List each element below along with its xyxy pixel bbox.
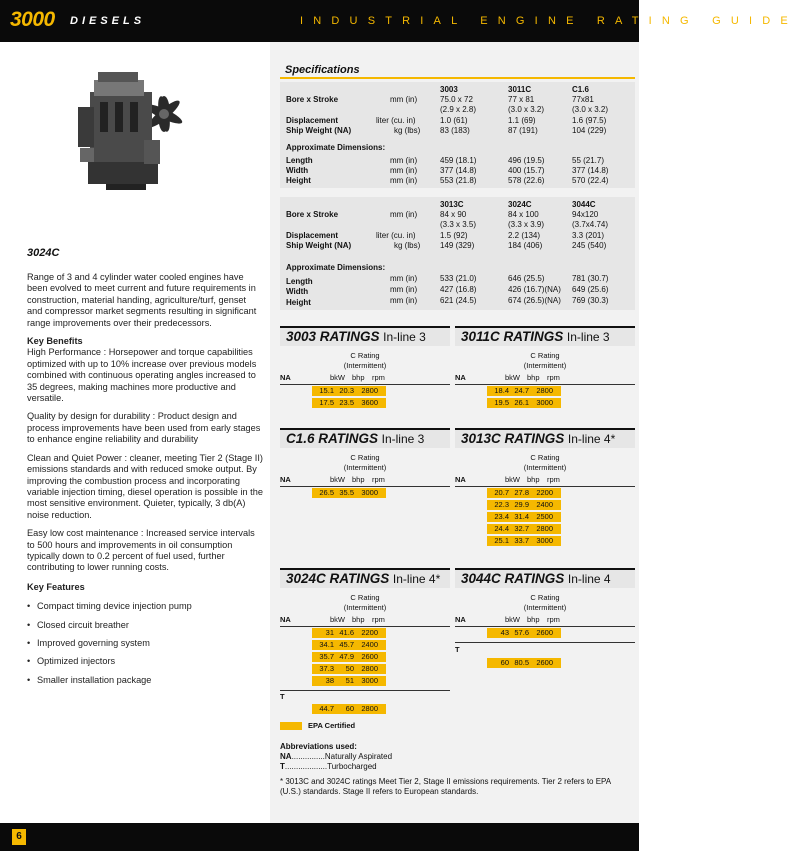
ratings-divider [280,690,450,691]
spec-value: (3.0 x 3.2) [572,105,609,114]
spec-value: (3.3 x 3.9) [508,220,545,229]
spec-value: 3.3 (201) [572,231,605,240]
specifications-title: Specifications [285,64,360,76]
spec-value: 77 x 81 [508,95,535,104]
ratings-3044c-header [455,568,635,588]
ratings-title: 3044C RATINGS [461,571,565,586]
ratings-title: C1.6 RATINGS [286,431,379,446]
spec-unit: kg (lbs) [394,126,421,135]
col-rpm: rpm [372,373,385,382]
col-bhp: bhp [352,475,365,484]
intermittent-label: (Intermittent) [343,602,387,612]
model-title: 3024C [27,247,60,259]
rating-row: 31 41.6 2200 [312,628,386,638]
col-bhp: bhp [527,475,540,484]
c-rating-label: C Rating [530,453,560,462]
page-number: 6 [12,829,26,845]
na-label: NA [280,475,291,484]
ratings-divider [280,486,450,487]
spec-value: 578 (22.6) [508,176,545,185]
rating-row: 15.1 20.3 2800 [312,386,386,396]
spec-value: 781 (30.7) [572,274,609,283]
spec-value: 77x81 [572,95,594,104]
t-label: T [455,645,460,654]
ratings-subtitle: In-line 4* [567,432,616,446]
spec-value: 649 (25.6) [572,285,609,294]
spec-label: Ship Weight (NA) [286,126,352,135]
ratings-divider [455,486,635,487]
col-bkw: bkW [505,373,520,382]
spec-value: 1.6 (97.5) [572,116,607,125]
spec-value: 553 (21.8) [440,176,477,185]
feature-item: • Closed circuit breather [27,620,263,631]
col-bhp: bhp [527,615,540,624]
ratings-3024c-header [280,568,450,588]
spec-value: 769 (30.3) [572,296,609,305]
benefit-item: Easy low cost maintenance : Increased service intervals to 500 hours and improvements in oil consumption typically down to 0.2 percent of fuel used, further contributing to lower running costs. [27,528,255,573]
left-column [0,42,268,830]
footnote: * 3013C and 3024C ratings Meet Tier 2, Stage II emissions requirements. Tier 2 refers to EPA (U.S.) standards. Stage II refers to European standards. [280,777,611,796]
spec-value: 1.5 (92) [440,231,468,240]
spec-value: 1.0 (61) [440,116,468,125]
spec-value: 55 (21.7) [572,156,605,165]
spec-model: 3024C [508,200,532,209]
spec-table-2 [280,197,635,310]
footer-bar [0,823,639,851]
spec-value: 377 (14.8) [572,166,609,175]
spec-label: Width [286,287,309,296]
intro-paragraph: Range of 3 and 4 cylinder water cooled engines have been evolved to meet current and future requirements in construction, material handing, agriculture/turf, genset and compressor market segments resulting in significant range improvements over their predecessors. [27,272,257,328]
ratings-title: 3003 RATINGS [286,329,380,344]
intermittent-label: (Intermittent) [343,360,387,370]
ratings-subtitle: In-line 4* [392,572,441,586]
spec-value: (3.0 x 3.2) [508,105,545,114]
header-guide-title: INDUSTRIAL ENGINE RATING GUIDE [300,15,798,27]
key-features-title: Key Features [27,581,85,592]
feature-item: • Improved governing system [27,638,263,649]
benefit-item: Clean and Quiet Power : cleaner, meeting Tier 2 (Stage II) emissions standards and with reduced smoke output. By improving the combustion process and incorporating variable injection timing, diesel operation is possible in the most sensitive environment. Quieter, typically, 3 db(A) noise reduction. [27,452,263,520]
spec-value: 459 (18.1) [440,156,477,165]
spec-value: 87 (191) [508,126,538,135]
benefit-item: High Performance : Horsepower and torque capabilities optimized with up to 10% increase over previous models combined with continuous operating angles increased to 35 degrees, making machines more productive and versatile. [27,347,257,404]
spec-unit: mm (in) [390,176,418,185]
ratings-subtitle: In-line 3 [566,330,610,344]
spec-value: 149 (329) [440,241,475,250]
benefit-item: Quality by design for durability : Product design and process improvements have been used from early stages to enhance engine reliability and durability [27,411,261,445]
spec-value: 2.2 (134) [508,231,541,240]
col-bkw: bkW [330,475,345,484]
na-label: NA [280,373,291,382]
spec-value: 84 x 100 [508,210,539,219]
c-rating-label: C Rating [350,593,380,602]
rating-row: 34.1 45.7 2400 [312,640,386,650]
ratings-subtitle: In-line 3 [383,330,426,344]
spec-value: 621 (24.5) [440,296,477,305]
spec-table-1 [280,82,635,188]
spec-label: Displacement [286,116,339,125]
spec-model: C1.6 [572,85,589,94]
spec-value: (3.7x4.74) [572,220,609,229]
spec-divider [280,77,635,79]
c-rating-label: C Rating [530,351,560,360]
spec-label: Bore x Stroke [286,95,339,104]
rating-row: 24.4 32.7 2800 [487,524,561,534]
spec-label: Bore x Stroke [286,210,339,219]
rating-row: 19.5 26.1 3000 [487,398,561,408]
key-benefits-title: Key Benefits [27,336,83,347]
rating-row: 37.3 50 2800 [312,664,386,674]
intro-text [27,272,263,693]
key-features-list [27,601,263,686]
spec-value: 75.0 x 72 [440,95,473,104]
spec-value: 377 (14.8) [440,166,477,175]
spec-unit: mm (in) [390,156,418,165]
spec-label: Approximate Dimensions: [286,143,386,152]
abbreviations [280,742,630,772]
spec-unit: mm (in) [390,274,418,283]
spec-label: Width [286,166,309,175]
spec-value: 245 (540) [572,241,607,250]
right-column [270,42,639,830]
spec-value: 94x120 [572,210,599,219]
rating-row: 22.3 29.9 2400 [487,500,561,510]
rating-row: 23.4 31.4 2500 [487,512,561,522]
epa-legend-swatch [280,722,302,730]
spec-label: Height [286,176,311,185]
intermittent-label: (Intermittent) [523,462,567,472]
engine-image [60,52,200,202]
spec-label: Length [286,277,313,286]
spec-value: 427 (16.8) [440,285,477,294]
spec-model: 3013C [440,200,464,209]
spec-label: Approximate Dimensions: [286,263,386,272]
c-rating-label: C Rating [350,453,380,462]
rating-row: 38 51 3000 [312,676,386,686]
spec-value: 646 (25.5) [508,274,545,283]
spec-unit: mm (in) [390,210,418,219]
rating-row: 60 80.5 2600 [487,658,561,668]
spec-value: 400 (15.7) [508,166,545,175]
ratings-subtitle: In-line 3 [381,432,425,446]
ratings-subtitle: In-line 4 [567,572,611,586]
ratings-divider [455,626,635,627]
col-bhp: bhp [352,615,365,624]
spec-value: 426 (16.7)(NA) [508,285,561,294]
ratings-divider [280,626,450,627]
na-label: NA [455,475,466,484]
rating-row: 17.5 23.5 3600 [312,398,386,408]
rating-row: 25.1 33.7 3000 [487,536,561,546]
col-rpm: rpm [547,615,560,624]
abbr-na-text: ...............Naturally Aspirated [291,752,393,761]
rating-row: 26.5 35.5 3000 [312,488,386,498]
spec-unit: liter (cu. in) [376,116,416,125]
ratings-divider [455,384,635,385]
rating-row: 43 57.6 2600 [487,628,561,638]
intermittent-label: (Intermittent) [523,360,567,370]
abbr-na: NA [280,752,292,761]
ratings-divider [280,384,450,385]
rating-row: 18.4 24.7 2800 [487,386,561,396]
col-bhp: bhp [352,373,365,382]
ratings-c16-header [280,428,450,448]
col-bkw: bkW [505,615,520,624]
spec-unit: mm (in) [390,95,418,104]
c-rating-label: C Rating [530,593,560,602]
spec-label: Displacement [286,231,339,240]
spec-unit: mm (in) [390,296,418,305]
col-bhp: bhp [527,373,540,382]
spec-unit: mm (in) [390,285,418,294]
ratings-3013c-header [455,428,635,448]
spec-label: Length [286,156,313,165]
header-bar [0,0,798,42]
spec-value: 104 (229) [572,126,607,135]
spec-value: 496 (19.5) [508,156,545,165]
abbr-t: T [280,762,285,771]
col-rpm: rpm [372,615,385,624]
ratings-3003-header [280,326,450,346]
header-model: 3000 [10,8,55,31]
rating-row: 35.7 47.9 2600 [312,652,386,662]
spec-value: 184 (406) [508,241,543,250]
feature-item: • Optimized injectors [27,656,263,667]
spec-value: 570 (22.4) [572,176,609,185]
feature-item: • Smaller installation package [27,675,263,686]
spec-value: 83 (183) [440,126,470,135]
epa-legend-label: EPA Certified [308,721,356,730]
abbr-title: Abbreviations used: [280,742,357,751]
header-series: DIESELS [70,15,146,27]
ratings-3011c-header [455,326,635,346]
intermittent-label: (Intermittent) [343,462,387,472]
spec-label: Ship Weight (NA) [286,241,352,250]
spec-model: 3044C [572,200,596,209]
spec-value: 533 (21.0) [440,274,477,283]
col-rpm: rpm [547,475,560,484]
col-rpm: rpm [547,373,560,382]
c-rating-label: C Rating [350,351,380,360]
rating-row: 20.7 27.8 2200 [487,488,561,498]
spec-unit: liter (cu. in) [376,231,416,240]
spec-value: (2.9 x 2.8) [440,105,477,114]
na-label: NA [455,615,466,624]
spec-value: 1.1 (69) [508,116,536,125]
na-label: NA [455,373,466,382]
ratings-title: 3024C RATINGS [286,571,390,586]
spec-unit: mm (in) [390,166,418,175]
abbr-t-text: ...................Turbocharged [284,762,377,771]
col-rpm: rpm [372,475,385,484]
col-bkw: bkW [330,373,345,382]
spec-label: Height [286,298,311,307]
ratings-divider [455,642,635,643]
feature-item: • Compact timing device injection pump [27,601,263,612]
ratings-title: 3011C RATINGS [461,329,564,344]
spec-model: 3003 [440,85,458,94]
intermittent-label: (Intermittent) [523,602,567,612]
rating-row: 44.7 60 2800 [312,704,386,714]
spec-model: 3011C [508,85,532,94]
t-label: T [280,692,285,701]
spec-value: 674 (26.5)(NA) [508,296,561,305]
ratings-title: 3013C RATINGS [461,431,565,446]
col-bkw: bkW [505,475,520,484]
na-label: NA [280,615,291,624]
spec-value: 84 x 90 [440,210,467,219]
col-bkw: bkW [330,615,345,624]
spec-unit: kg (lbs) [394,241,421,250]
spec-value: (3.3 x 3.5) [440,220,477,229]
